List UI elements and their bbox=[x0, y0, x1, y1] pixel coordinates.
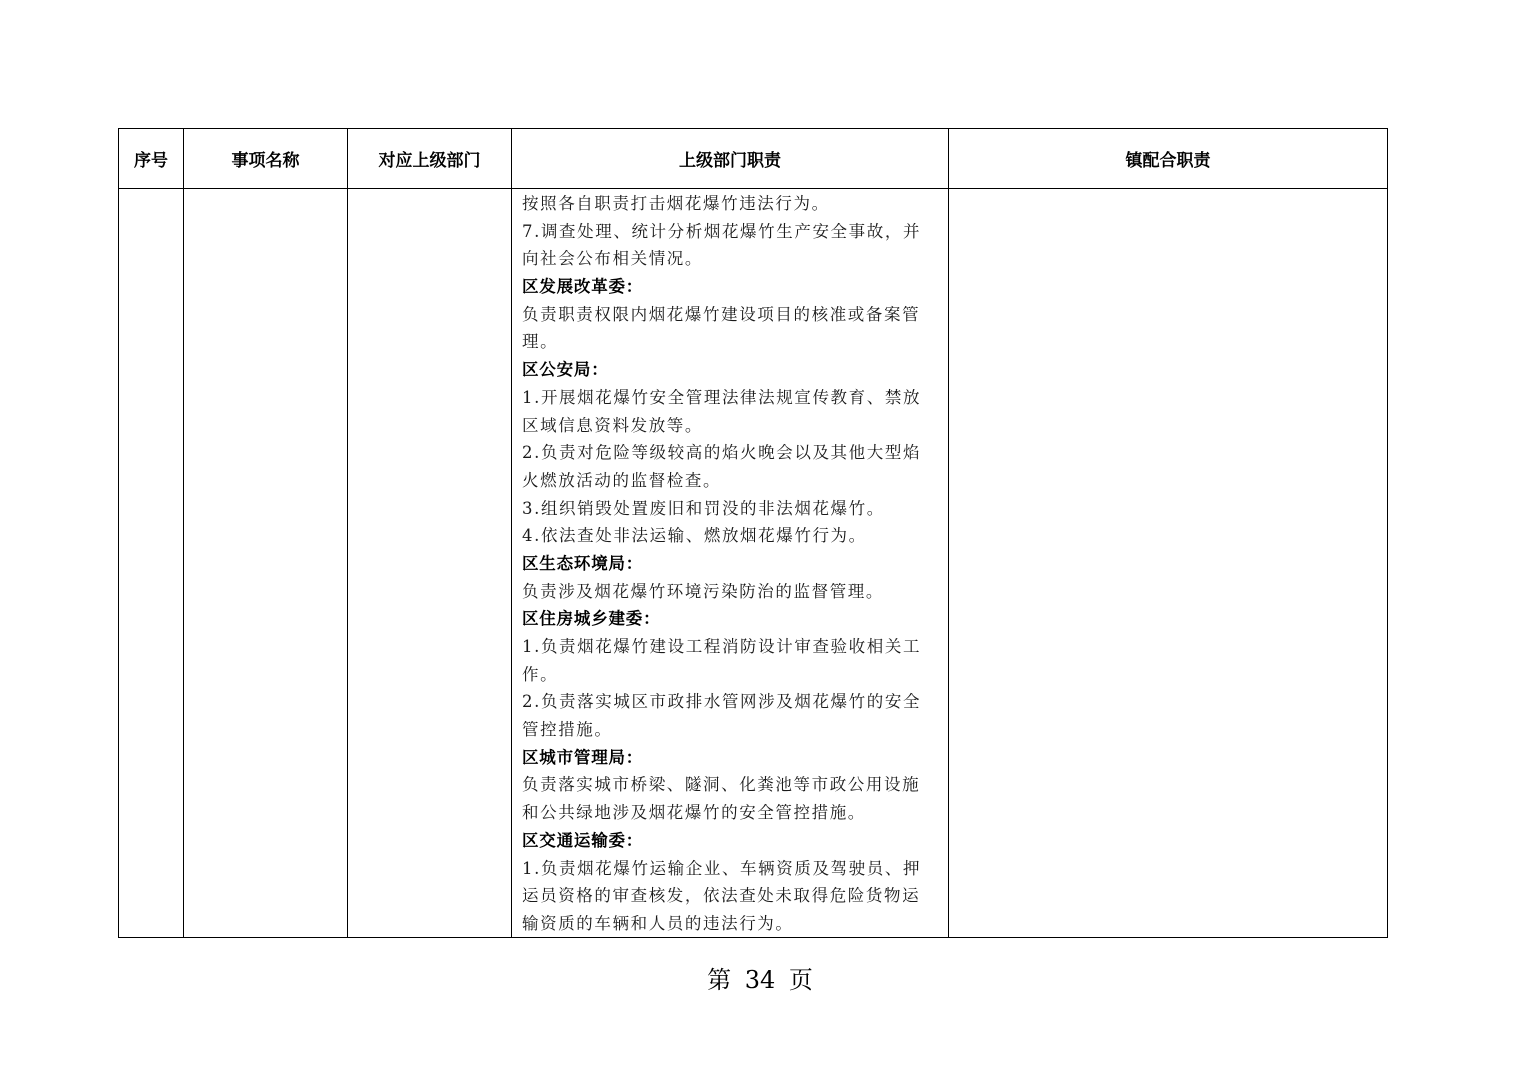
duty-line: 和公共绿地涉及烟花爆竹的安全管控措施。 bbox=[522, 803, 866, 823]
duty-line: 1.开展烟花爆竹安全管理法律法规宣传教育、禁放 bbox=[522, 387, 922, 407]
cell-superior-department bbox=[348, 189, 512, 938]
duty-line: 管控措施。 bbox=[522, 720, 613, 740]
department-heading: 区生态环境局： bbox=[522, 553, 644, 573]
duty-line: 向社会公布相关情况。 bbox=[522, 249, 703, 269]
duties-table bbox=[118, 128, 1388, 938]
duty-line: 1.负责烟花爆竹建设工程消防设计审查验收相关工 bbox=[522, 637, 922, 656]
duty-line: 火燃放活动的监督检查。 bbox=[522, 470, 722, 490]
duty-line: 3.组织销毁处置废旧和罚没的非法烟花爆竹。 bbox=[522, 498, 885, 518]
duty-line: 负责职责权限内烟花爆竹建设项目的核准或备案管 bbox=[522, 304, 921, 324]
table-header-row bbox=[119, 129, 1388, 189]
duty-line: 输资质的车辆和人员的违法行为。 bbox=[522, 913, 794, 933]
duty-line: 按照各自职责打击烟花爆竹违法行为。 bbox=[522, 194, 830, 213]
duty-line: 2.负责落实城区市政排水管网涉及烟花爆竹的安全 bbox=[522, 692, 922, 712]
duty-line: 4.依法查处非法运输、燃放烟花爆竹行为。 bbox=[522, 526, 867, 546]
duty-line: 作。 bbox=[522, 664, 559, 684]
duty-line: 理。 bbox=[522, 332, 559, 352]
department-heading: 区发展改革委： bbox=[522, 277, 644, 297]
duty-line: 1.负责烟花爆竹运输企业、车辆资质及驾驶员、押 bbox=[522, 858, 922, 878]
department-heading: 区公安局： bbox=[522, 360, 609, 380]
header-superior-department: 对应上级部门 bbox=[348, 129, 512, 189]
header-number: 序号 bbox=[119, 129, 184, 189]
duty-line: 区域信息资料发放等。 bbox=[522, 415, 703, 435]
table-row bbox=[119, 189, 1388, 938]
cell-number bbox=[119, 189, 184, 938]
superior-duties-list bbox=[522, 190, 942, 937]
header-superior-duties: 上级部门职责 bbox=[512, 129, 949, 189]
duty-line: 7.调查处理、统计分析烟花爆竹生产安全事故，并 bbox=[522, 221, 922, 241]
cell-superior-duties bbox=[512, 189, 949, 938]
duty-line: 负责涉及烟花爆竹环境污染防治的监督管理。 bbox=[522, 581, 884, 601]
department-heading: 区住房城乡建委： bbox=[522, 609, 661, 629]
header-item-name: 事项名称 bbox=[184, 129, 348, 189]
cell-town-duties bbox=[949, 189, 1388, 938]
cell-item-name bbox=[184, 189, 348, 938]
duty-line: 运员资格的审查核发，依法查处未取得危险货物运 bbox=[522, 886, 921, 906]
page-number: 第 34 页 bbox=[707, 966, 813, 994]
duty-line: 负责落实城市桥梁、隧洞、化粪池等市政公用设施 bbox=[522, 775, 921, 795]
duty-line: 2.负责对危险等级较高的焰火晚会以及其他大型焰 bbox=[522, 443, 922, 463]
department-heading: 区交通运输委： bbox=[522, 830, 644, 850]
department-heading: 区城市管理局： bbox=[522, 747, 644, 767]
header-town-duties: 镇配合职责 bbox=[949, 129, 1388, 189]
